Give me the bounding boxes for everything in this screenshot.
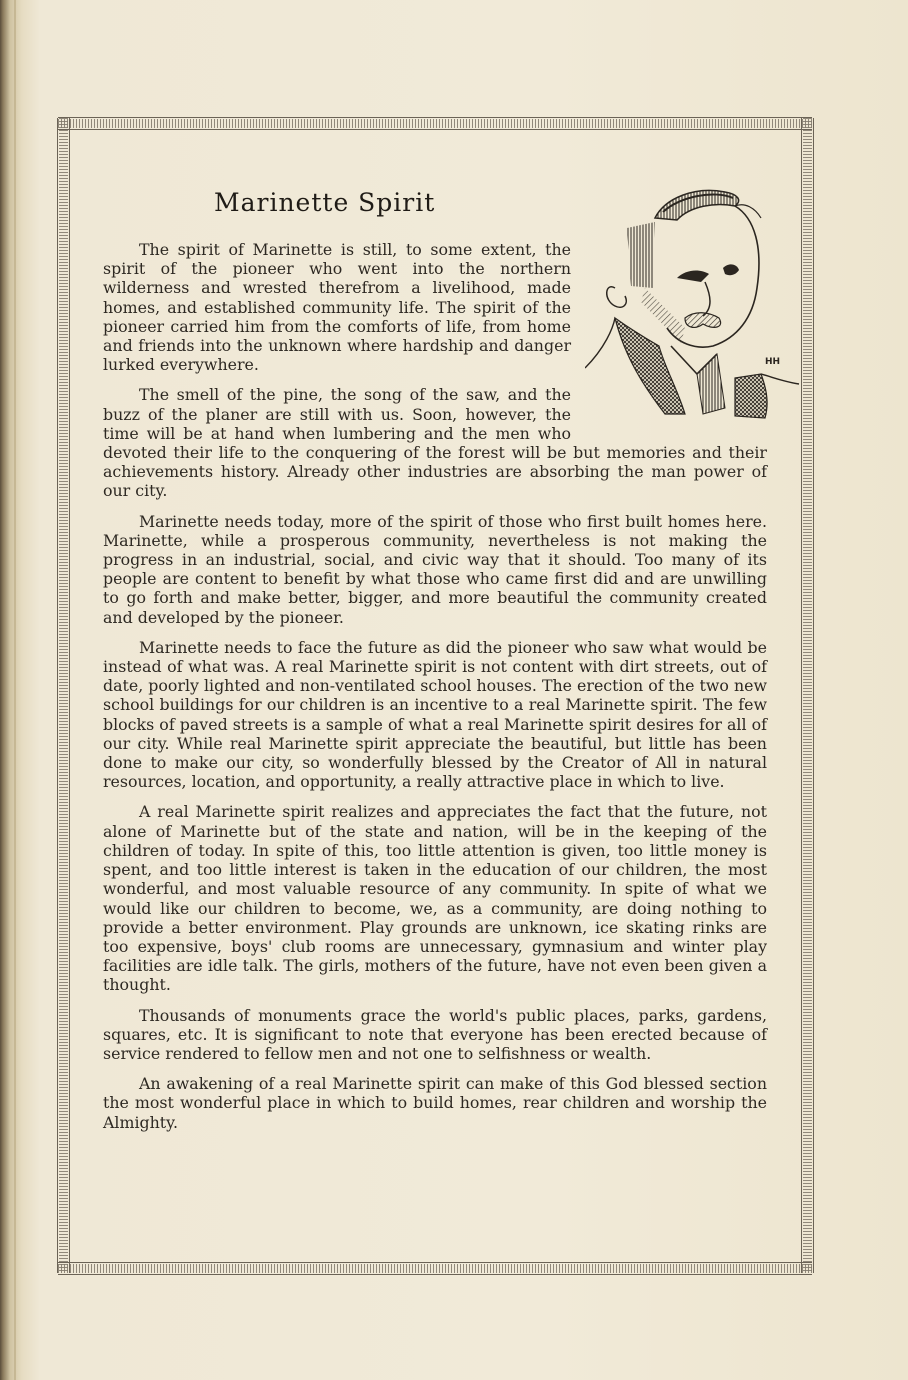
- binding-edge: [14, 0, 16, 1380]
- page-title: Marinette Spirit: [214, 188, 436, 217]
- portrait-illustration: [585, 178, 807, 423]
- artist-initials: HH: [765, 357, 781, 367]
- paragraph-4: Marinette needs to face the future as did the pioneer who saw what would be instead of what was. A real Marinette spirit is not content with dirt streets, out of date, poorly lighted and non-ventilated school houses. The erection of the two new school buildings for our children is an incentive to a real Marinette spirit. The few blocks of paved streets is a sample of what a real Marinette spirit desires for all of our city. While real Marinette spirit appreciate the beautiful, but little has been done to make our city, so wonderfully blessed by the Creator of All in natural resources, location, and opportunity, a really attractive place in which to live.: [103, 637, 767, 792]
- article-body: [103, 240, 781, 1143]
- paragraph-3: Marinette needs today, more of the spirit of those who first built homes here. Marinette, while a prosperous community, nevertheless is not making the progress in an industrial, social, and civic way that it should. Too many of its people are content to benefit by what those who came first did and are unwilling to go forth and make better, bigger, and more beautiful the community created and developed by the pioneer.: [103, 511, 767, 627]
- paragraph-7: An awakening of a real Marinette spirit can make of this God blessed section the most wonderful place in which to build homes, rear children and worship the Almighty.: [103, 1074, 767, 1132]
- paragraph-6: Thousands of monuments grace the world's public places, parks, gardens, squares, etc. It is significant to note that everyone has been erected because of service rendered to fellow men and not one to selfishness or wealth.: [103, 1005, 767, 1063]
- paragraph-5: A real Marinette spirit realizes and appreciates the fact that the future, not alone of Marinette but of the state and nation, will be in the keeping of the children of today. In spite of this, too little attention is given, too little money is spent, and too little interest is taken in the education of our children, the most wonderful, and most valuable resource of any community. In spite of what we would like our children to become, we, as a community, are doing nothing to provide a better environment. Play grounds are unknown, ice skating rinks are too expensive, boys' club rooms are unnecessary, gymnasium and winter play facilities are idle talk. The girls, mothers of the future, have not even been given a thought.: [103, 802, 767, 995]
- paragraph-1: The spirit of Marinette is still, to some extent, the spirit of the pioneer who went into the northern wilderness and wrested therefrom a livelihood, made homes, and established community life. The spirit of the pioneer carried him from the comforts of life, from home and friends into the unknown where hardship and danger lurked everywhere.: [103, 240, 571, 375]
- paragraph-2: The smell of the pine, the song of the saw, and the buzz of the planer are still with us. Soon, however, the time will be at hand when lumbering and the men who devoted their life to the conquering of the forest will be but memories and their achievements history. Already other industries are absorbing the man power of our city.: [103, 385, 767, 501]
